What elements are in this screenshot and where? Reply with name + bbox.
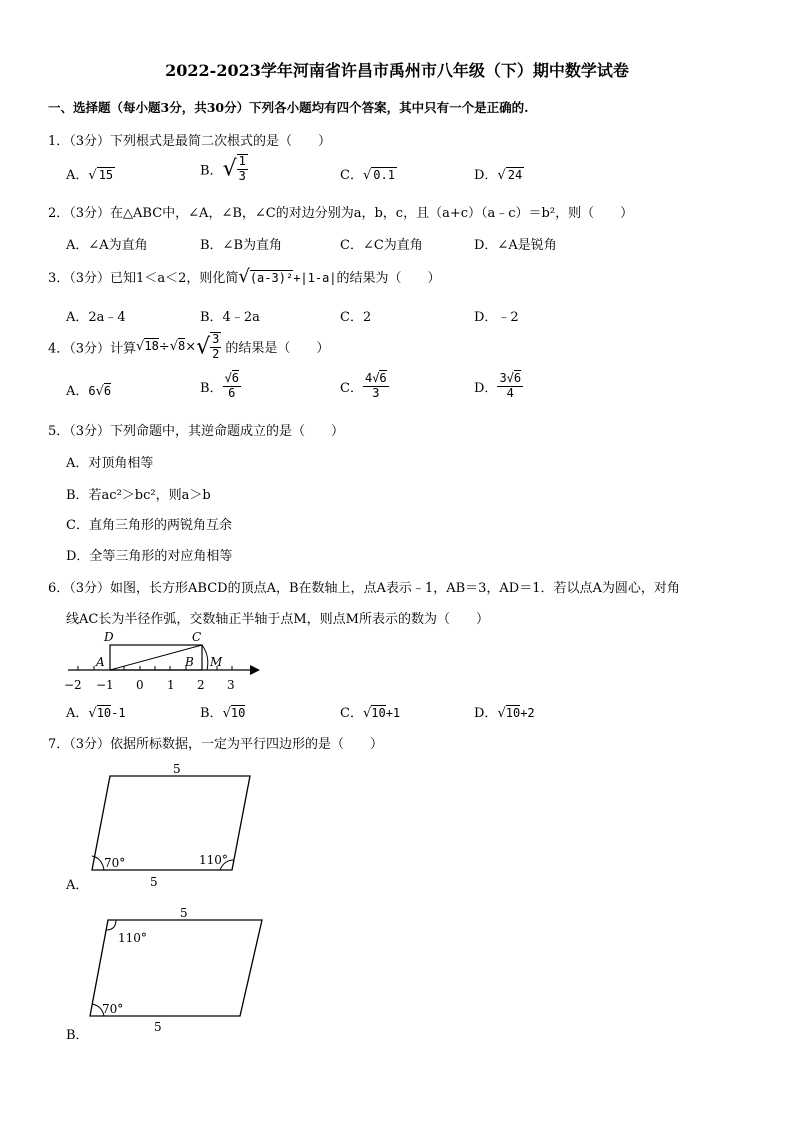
section-heading: 一、选择题（每小题3分，共30分）下列各小题均有四个答案，其中只有一个是正确的. bbox=[48, 100, 529, 115]
question-7-stem: 7．（3分）依据所标数据，一定为平行四边形的是（ ） bbox=[48, 737, 384, 752]
question-6-line1: 6．（3分）如图，长方形ABCD的顶点A，B在数轴上，点A表示﹣1，AB＝3，AD＝1．若以点A为圆心，对角 bbox=[48, 581, 680, 596]
q2-option-c: C．∠C为直角 bbox=[340, 238, 423, 253]
q7-option-a: A． bbox=[66, 878, 89, 893]
q7-option-b: B． bbox=[66, 1028, 89, 1043]
q1-option-b: B．√ $\frac{1}{3}$ bbox=[200, 154, 246, 183]
q4-option-b: B． $\frac{√6}{6}$ bbox=[200, 371, 240, 400]
label-top: 5 bbox=[173, 762, 181, 776]
label-b: B bbox=[185, 655, 194, 669]
q1-option-c: C．√ 0.1 bbox=[340, 168, 395, 183]
question-1-stem: 1．（3分）下列根式是最简二次根式的是（ ） bbox=[48, 134, 332, 149]
question-6-line2: 线AC长为半径作弧，交数轴正半轴于点M，则点M所表示的数为（ ） bbox=[66, 612, 489, 627]
q7-figure-b bbox=[80, 904, 280, 1034]
q6-option-a: A．√10-1 bbox=[66, 706, 126, 721]
q5-option-a: A．对顶角相等 bbox=[66, 456, 154, 471]
label-a: A bbox=[96, 655, 105, 669]
arc-cm bbox=[202, 645, 208, 670]
q3-option-d: D．﹣2 bbox=[474, 310, 519, 325]
number-line-figure bbox=[60, 628, 270, 698]
q3-option-a: A．2a﹣4 bbox=[66, 310, 126, 325]
label-m: M bbox=[210, 655, 223, 669]
label-angle-left: 70° bbox=[104, 856, 126, 870]
q6-option-d: D．√10+2 bbox=[474, 706, 535, 721]
tick-label: −1 bbox=[96, 678, 114, 692]
q3-option-c: C．2 bbox=[340, 310, 372, 325]
q1-option-d: D．√ 24 bbox=[474, 168, 523, 183]
q2-option-d: D．∠A是锐角 bbox=[474, 238, 557, 253]
label-c: C bbox=[192, 630, 202, 644]
q5-option-c: C．直角三角形的两锐角互余 bbox=[66, 518, 232, 533]
q1-option-a: A．√ 15 bbox=[66, 168, 114, 183]
q3-option-b: B．4﹣2a bbox=[200, 310, 260, 325]
page-title: 2022-2023学年河南省许昌市禹州市八年级（下）期中数学试卷 bbox=[165, 61, 629, 80]
tick-label: 0 bbox=[136, 678, 144, 692]
tick-label: 3 bbox=[227, 678, 235, 692]
axis-arrow-icon bbox=[250, 665, 260, 675]
label-angle-top: 110° bbox=[118, 931, 147, 945]
q5-option-b: B．若ac²＞bc²，则a＞b bbox=[66, 488, 211, 503]
q4-option-c: C． $\frac{4√6}{3}$ bbox=[340, 371, 387, 400]
q2-option-a: A．∠A为直角 bbox=[66, 238, 148, 253]
q4-option-d: D． $\frac{3√6}{4}$ bbox=[474, 371, 522, 400]
q5-option-d: D．全等三角形的对应角相等 bbox=[66, 549, 233, 564]
q4-option-a: A．6√6 bbox=[66, 384, 112, 399]
label-bottom: 5 bbox=[154, 1020, 162, 1034]
question-5-stem: 5．（3分）下列命题中，其逆命题成立的是（ ） bbox=[48, 424, 345, 439]
tick-label: 1 bbox=[167, 678, 175, 692]
q6-option-c: C．√10+1 bbox=[340, 706, 401, 721]
q6-option-b: B．√10 bbox=[200, 706, 246, 721]
label-angle-right: 110° bbox=[199, 853, 228, 867]
label-angle-bottom: 70° bbox=[102, 1002, 124, 1016]
question-3-stem: 3．（3分）已知1＜a＜2，则化简√(a-3)²+|1-a|的结果为（ ） bbox=[48, 266, 441, 287]
tick-label: −2 bbox=[64, 678, 82, 692]
question-4-stem: 4．（3分）计算√18÷√8×√ $\frac{3}{2}$ 的结果是（ ） bbox=[48, 332, 330, 361]
q2-option-b: B．∠B为直角 bbox=[200, 238, 282, 253]
label-d: D bbox=[104, 630, 114, 644]
tick-label: 2 bbox=[197, 678, 205, 692]
label-top: 5 bbox=[180, 906, 188, 920]
q7-figure-a bbox=[80, 760, 270, 889]
question-2-stem: 2．（3分）在△ABC中，∠A，∠B，∠C的对边分别为a，b，c，且（a+c）（a﹣c）＝b²，则（ ） bbox=[48, 206, 634, 221]
label-bottom: 5 bbox=[150, 875, 158, 889]
